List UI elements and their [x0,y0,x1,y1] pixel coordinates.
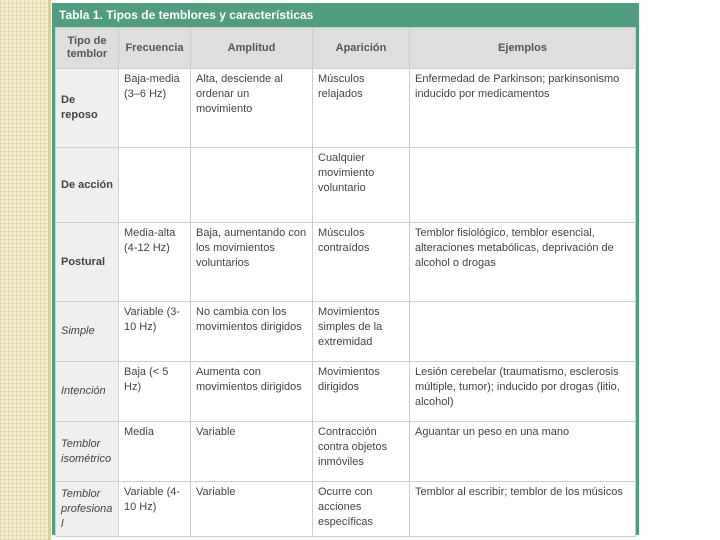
cell-frecuencia: Variable (4-10 Hz) [119,482,191,537]
cell-ejemplos: Lesión cerebelar (traumatismo, esclerosis múltiple, tumor); inducido por drogas (litio, alcohol) [410,362,636,422]
cell-ejemplos: Temblor al escribir; temblor de los músicos [410,482,636,537]
cell-frecuencia: Variable (3-10 Hz) [119,302,191,362]
cell-type: Temblor profesional [56,482,119,537]
cell-aparicion: Ocurre con acciones específicas [313,482,410,537]
decorative-side-strip [0,0,48,540]
cell-frecuencia: Baja-media (3–6 Hz) [119,69,191,148]
cell-ejemplos [410,302,636,362]
table-row [56,422,636,482]
cell-amplitud: Variable [191,482,313,537]
table-title: Tabla 1. Tipos de temblores y características [59,8,314,22]
cell-type: De reposo [56,69,119,148]
header-row [56,28,636,69]
cell-aparicion: Movimientos dirigidos [313,362,410,422]
cell-type: Postural [56,223,119,302]
cell-frecuencia: Media [119,422,191,482]
header-frecuencia: Frecuencia [119,28,191,69]
tremor-table [55,27,636,537]
cell-type: Temblor isométrico [56,422,119,482]
cell-frecuencia [119,148,191,223]
table-row [56,302,636,362]
cell-aparicion: Movimientos simples de la extremidad [313,302,410,362]
cell-frecuencia: Baja (< 5 Hz) [119,362,191,422]
cell-type: De acción [56,148,119,223]
header-amplitud: Amplitud [191,28,313,69]
table-row [56,362,636,422]
cell-ejemplos: Enfermedad de Parkinson; parkinsonismo inducido por medicamentos [410,69,636,148]
table-row [56,482,636,537]
cell-ejemplos: Aguantar un peso en una mano [410,422,636,482]
header-tipo: Tipo de temblor [56,28,119,69]
cell-aparicion: Cualquier movimiento voluntario [313,148,410,223]
strip-divider [48,0,51,540]
table-row [56,148,636,223]
cell-amplitud: Variable [191,422,313,482]
cell-amplitud: Alta, desciende al ordenar un movimiento [191,69,313,148]
cell-ejemplos: Temblor fisiológico, temblor esencial, alteraciones metabólicas, deprivación de alcohol o drogas [410,223,636,302]
table-frame [52,3,639,535]
cell-frecuencia: Media-alta (4-12 Hz) [119,223,191,302]
cell-type: Intención [56,362,119,422]
cell-amplitud: No cambia con los movimientos dirigidos [191,302,313,362]
cell-amplitud [191,148,313,223]
cell-aparicion: Músculos relajados [313,69,410,148]
cell-amplitud: Baja, aumentando con los movimientos voluntarios [191,223,313,302]
cell-amplitud: Aumenta con movimientos dirigidos [191,362,313,422]
table-row [56,223,636,302]
table-row [56,69,636,148]
header-aparicion: Aparición [313,28,410,69]
cell-type: Simple [56,302,119,362]
cell-aparicion: Contracción contra objetos inmóviles [313,422,410,482]
header-ejemplos: Ejemplos [410,28,636,69]
cell-ejemplos [410,148,636,223]
cell-aparicion: Músculos contraídos [313,223,410,302]
